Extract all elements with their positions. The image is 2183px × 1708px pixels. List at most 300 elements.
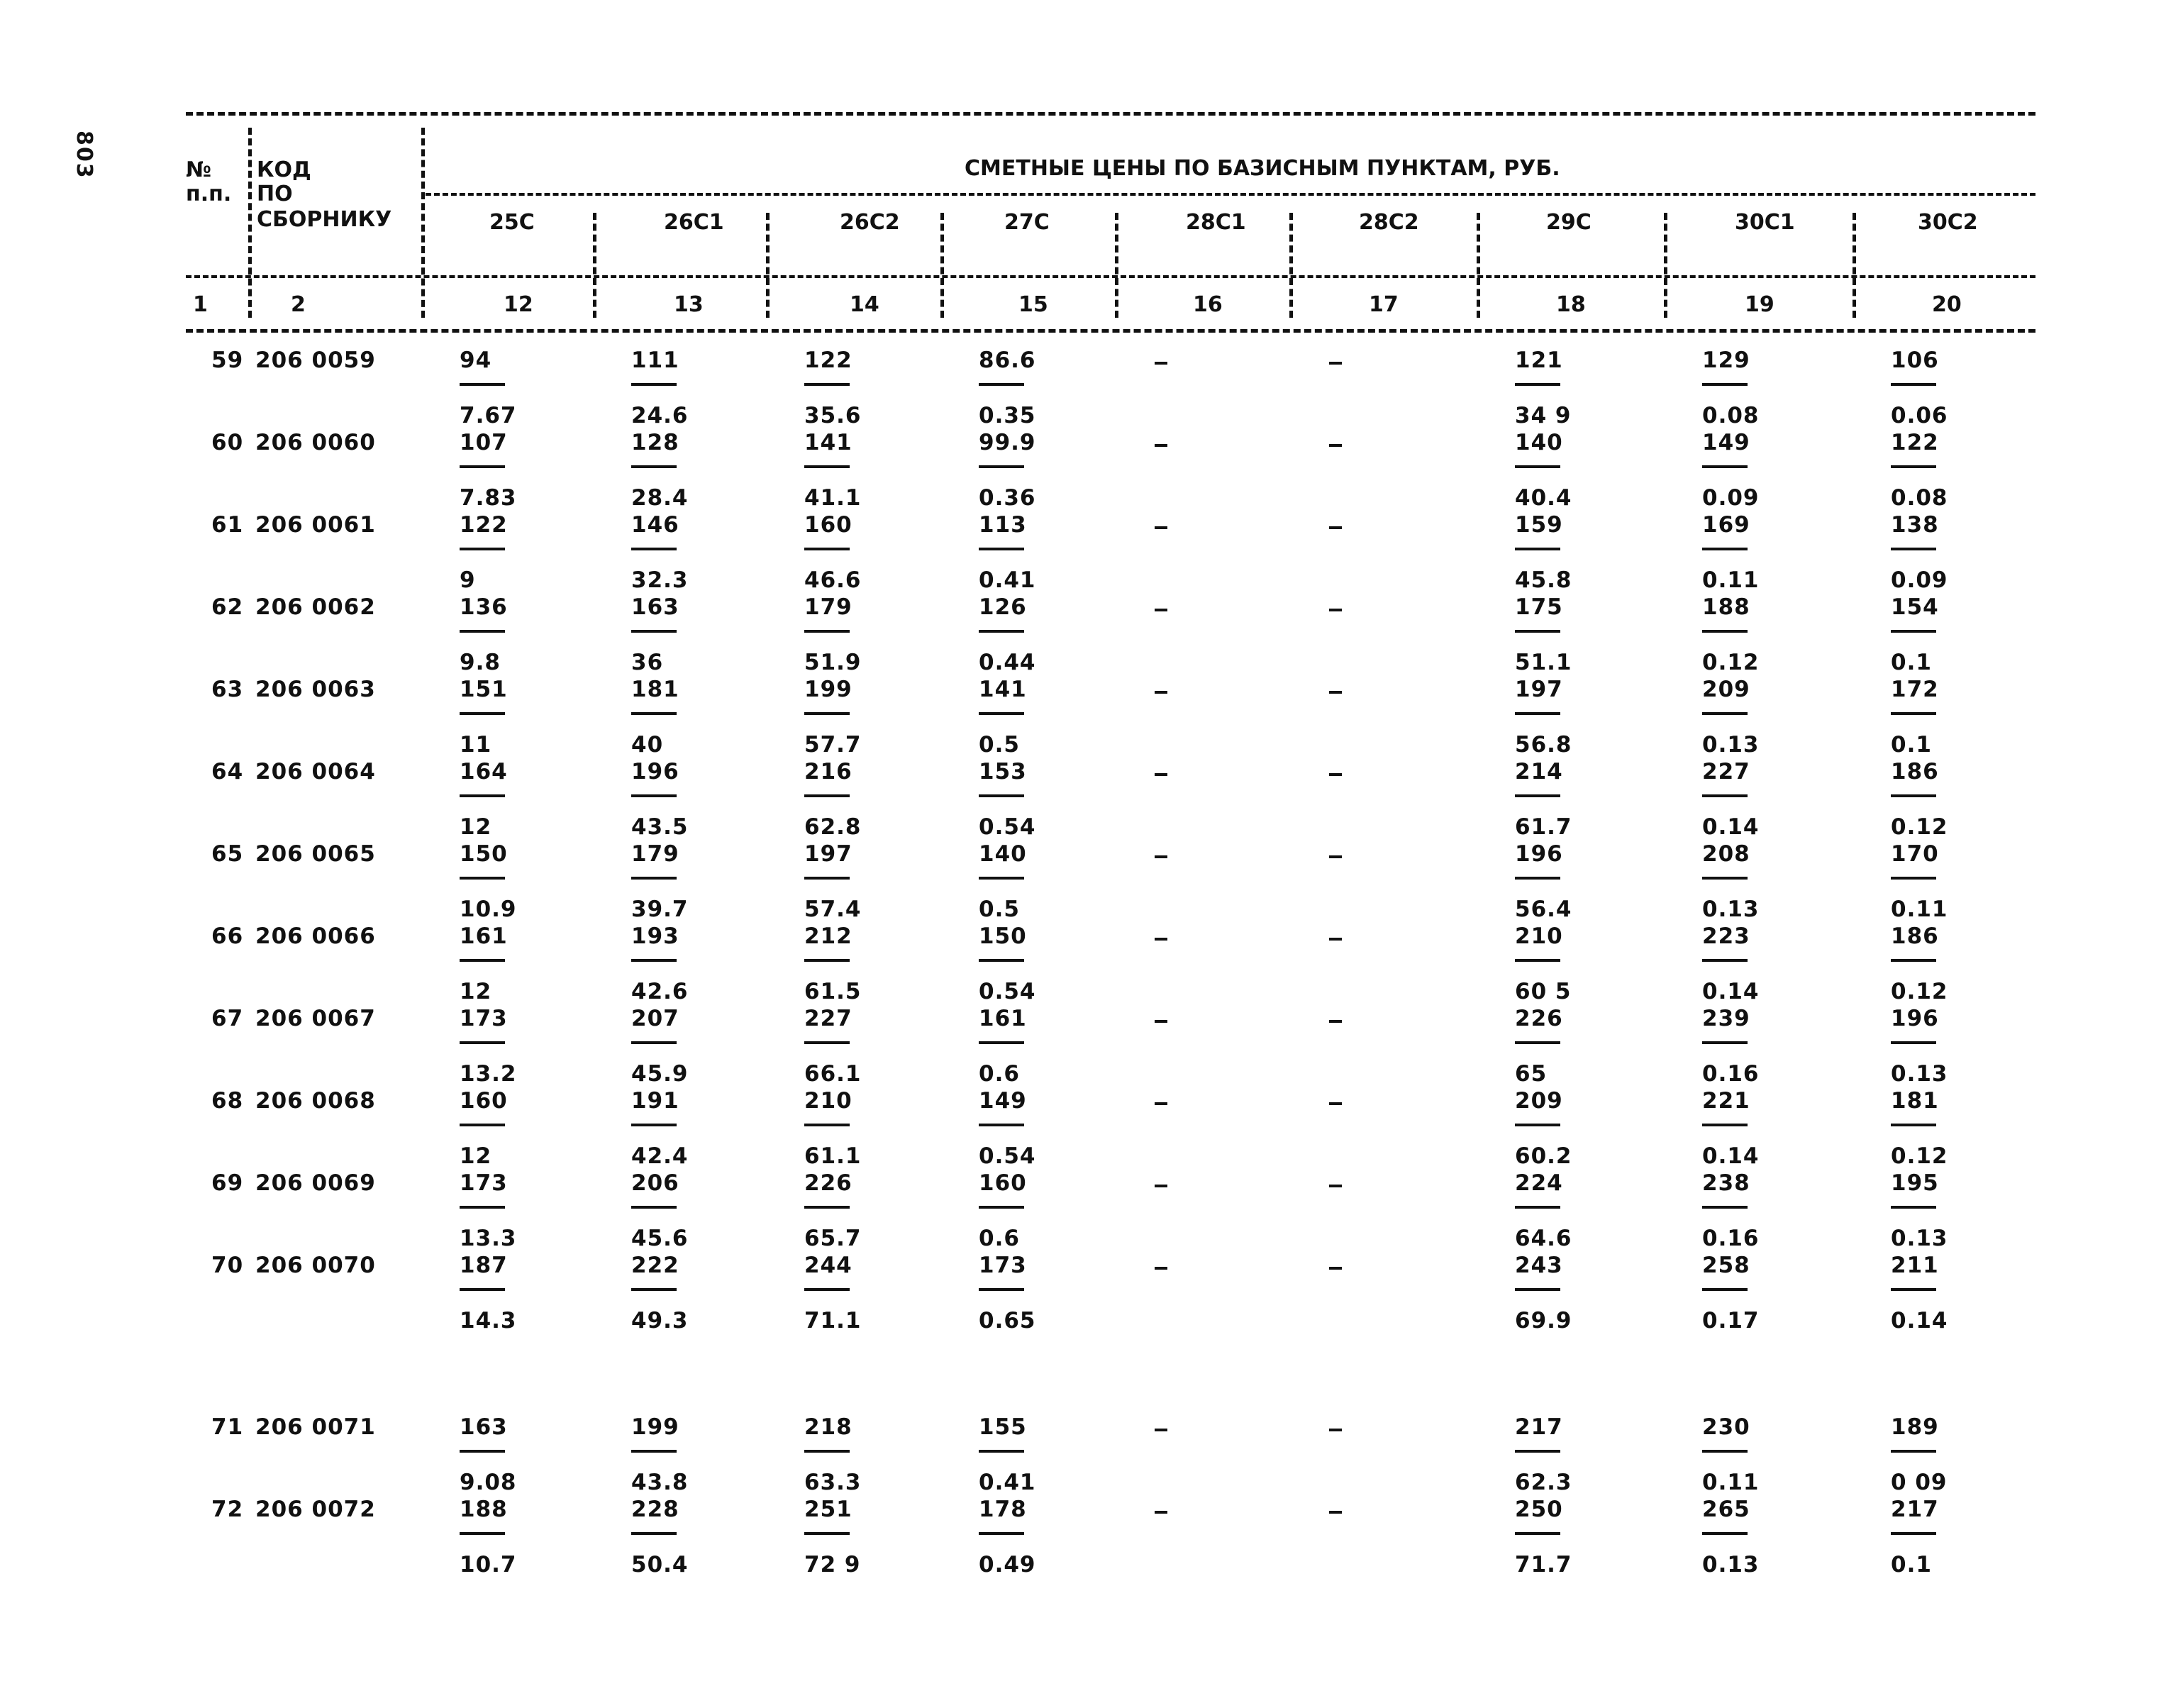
column-separator: [593, 213, 596, 318]
price-subvalue: 0.08: [1702, 403, 1760, 428]
fraction-rule: [1702, 712, 1748, 715]
price-value: 141: [979, 677, 1027, 702]
fraction-rule: [1891, 383, 1936, 386]
fraction-rule: [979, 794, 1024, 797]
price-subvalue: 56.8: [1515, 732, 1572, 758]
price-value: 238: [1702, 1170, 1750, 1196]
fraction-rule: [1515, 1124, 1560, 1126]
fraction-rule: [1891, 712, 1936, 715]
column-header: 28С2: [1359, 210, 1419, 235]
row-number: 63: [211, 677, 244, 702]
column-number: 16: [1193, 292, 1223, 317]
price-value: 173: [979, 1253, 1027, 1278]
fraction-rule: [460, 1206, 505, 1209]
fraction-rule: [1515, 712, 1560, 715]
price-subvalue: 61.1: [804, 1143, 862, 1169]
price-subvalue: 0.54: [979, 979, 1036, 1004]
fraction-rule: [631, 1450, 677, 1453]
fraction-rule: [460, 548, 505, 550]
fraction-rule: [804, 1450, 850, 1453]
group-header-rule: [426, 193, 2035, 196]
price-value: 209: [1702, 677, 1750, 702]
column-number: 13: [674, 292, 704, 317]
price-value: 265: [1702, 1497, 1750, 1522]
fraction-rule: [631, 465, 677, 468]
price-subvalue: 0.54: [979, 814, 1036, 840]
price-value: 196: [631, 759, 679, 784]
price-subvalue: 9.08: [460, 1470, 517, 1495]
empty-value-dash: [1155, 1020, 1167, 1023]
fraction-rule: [460, 1041, 505, 1044]
empty-value-dash: [1329, 362, 1342, 365]
col-code-header-line1: КОД: [257, 157, 311, 182]
fraction-rule: [979, 548, 1024, 550]
fraction-rule: [1702, 794, 1748, 797]
fraction-rule: [1702, 1124, 1748, 1126]
empty-value-dash: [1155, 1102, 1167, 1105]
fraction-rule: [631, 1124, 677, 1126]
price-value: 226: [1515, 1006, 1563, 1031]
column-separator: [940, 213, 944, 318]
price-subvalue: 0.16: [1702, 1061, 1760, 1087]
price-value: 244: [804, 1253, 852, 1278]
empty-value-dash: [1329, 1020, 1342, 1023]
price-value: 221: [1702, 1088, 1750, 1114]
column-separator: [1664, 213, 1667, 318]
price-value: 121: [1515, 348, 1563, 373]
price-subvalue: 0.14: [1891, 1308, 1948, 1333]
fraction-rule: [460, 877, 505, 880]
price-value: 173: [460, 1006, 508, 1031]
price-value: 163: [631, 594, 679, 620]
column-header: 26С2: [840, 210, 900, 235]
price-subvalue: 0.49: [979, 1552, 1036, 1577]
price-subvalue: 12: [460, 814, 492, 840]
row-number: 59: [211, 348, 244, 373]
column-header: 30С2: [1918, 210, 1978, 235]
column-separator: [766, 213, 770, 318]
price-subvalue: 0.35: [979, 403, 1036, 428]
fraction-rule: [631, 877, 677, 880]
fraction-rule: [979, 1532, 1024, 1535]
price-subvalue: 57.4: [804, 897, 862, 922]
empty-value-dash: [1155, 444, 1167, 447]
price-subvalue: 0.14: [1702, 1143, 1760, 1169]
price-subvalue: 7.83: [460, 485, 517, 511]
fraction-rule: [1891, 877, 1936, 880]
column-number: 2: [291, 292, 306, 317]
fraction-rule: [631, 1288, 677, 1291]
fraction-rule: [1702, 877, 1748, 880]
price-value: 140: [1515, 430, 1563, 455]
price-value: 223: [1702, 924, 1750, 949]
price-value: 189: [1891, 1414, 1939, 1440]
column-separator: [421, 128, 425, 318]
price-subvalue: 45.9: [631, 1061, 689, 1087]
fraction-rule: [1702, 959, 1748, 962]
price-value: 149: [979, 1088, 1027, 1114]
price-subvalue: 57.7: [804, 732, 862, 758]
page-number: 803: [72, 131, 96, 179]
fraction-rule: [460, 1532, 505, 1535]
price-subvalue: 0.13: [1702, 732, 1760, 758]
fraction-rule: [460, 465, 505, 468]
row-number: 66: [211, 924, 244, 949]
fraction-rule: [1515, 1450, 1560, 1453]
row-code: 206 0059: [255, 348, 376, 373]
price-subvalue: 0.13: [1702, 897, 1760, 922]
fraction-rule: [804, 630, 850, 633]
column-separator: [1853, 213, 1856, 318]
price-value: 199: [804, 677, 852, 702]
price-value: 209: [1515, 1088, 1563, 1114]
fraction-rule: [979, 877, 1024, 880]
price-subvalue: 0.12: [1891, 1143, 1948, 1169]
fraction-rule: [804, 877, 850, 880]
price-subvalue: 28.4: [631, 485, 689, 511]
price-value: 150: [460, 841, 508, 867]
price-value: 111: [631, 348, 679, 373]
fraction-rule: [1891, 1124, 1936, 1126]
group-header-title: СМЕТНЫЕ ЦЕНЫ ПО БАЗИСНЫМ ПУНКТАМ, РУБ.: [965, 156, 1560, 181]
price-value: 175: [1515, 594, 1563, 620]
fraction-rule: [1891, 1206, 1936, 1209]
empty-value-dash: [1155, 1267, 1167, 1270]
price-value: 172: [1891, 677, 1939, 702]
column-number: 18: [1556, 292, 1586, 317]
empty-value-dash: [1329, 444, 1342, 447]
empty-value-dash: [1329, 1267, 1342, 1270]
fraction-rule: [1702, 383, 1748, 386]
price-subvalue: 32.3: [631, 567, 689, 593]
fraction-rule: [804, 465, 850, 468]
price-subvalue: 50.4: [631, 1552, 689, 1577]
empty-value-dash: [1155, 773, 1167, 776]
fraction-rule: [1515, 630, 1560, 633]
fraction-rule: [1702, 1288, 1748, 1291]
price-value: 169: [1702, 512, 1750, 538]
row-code: 206 0070: [255, 1253, 376, 1278]
price-value: 216: [804, 759, 852, 784]
price-value: 196: [1891, 1006, 1939, 1031]
price-value: 122: [804, 348, 852, 373]
price-subvalue: 36: [631, 650, 664, 675]
fraction-rule: [979, 383, 1024, 386]
price-value: 251: [804, 1497, 852, 1522]
price-value: 160: [979, 1170, 1027, 1196]
price-subvalue: 0.1: [1891, 650, 1932, 675]
fraction-rule: [460, 383, 505, 386]
row-number: 61: [211, 512, 244, 538]
fraction-rule: [1702, 1041, 1748, 1044]
fraction-rule: [1515, 1041, 1560, 1044]
empty-value-dash: [1329, 938, 1342, 941]
fraction-rule: [979, 1288, 1024, 1291]
empty-value-dash: [1155, 691, 1167, 694]
fraction-rule: [1891, 548, 1936, 550]
price-subvalue: 60 5: [1515, 979, 1572, 1004]
price-subvalue: 0.5: [979, 732, 1020, 758]
price-value: 141: [804, 430, 852, 455]
price-value: 210: [804, 1088, 852, 1114]
price-value: 226: [804, 1170, 852, 1196]
fraction-rule: [804, 548, 850, 550]
price-subvalue: 0.13: [1891, 1061, 1948, 1087]
price-value: 178: [979, 1497, 1027, 1522]
price-subvalue: 12: [460, 1143, 492, 1169]
fraction-rule: [1702, 630, 1748, 633]
price-value: 138: [1891, 512, 1939, 538]
fraction-rule: [979, 630, 1024, 633]
empty-value-dash: [1329, 691, 1342, 694]
fraction-rule: [804, 959, 850, 962]
price-subvalue: 13.2: [460, 1061, 517, 1087]
price-subvalue: 0.11: [1702, 567, 1760, 593]
header-row-rule: [186, 275, 2035, 278]
price-value: 199: [631, 1414, 679, 1440]
fraction-rule: [631, 959, 677, 962]
price-subvalue: 14.3: [460, 1308, 517, 1333]
price-subvalue: 0.16: [1702, 1226, 1760, 1251]
empty-value-dash: [1155, 526, 1167, 529]
price-subvalue: 45.8: [1515, 567, 1572, 593]
fraction-rule: [804, 1532, 850, 1535]
price-subvalue: 62.8: [804, 814, 862, 840]
row-code: 206 0063: [255, 677, 376, 702]
price-subvalue: 0.36: [979, 485, 1036, 511]
price-subvalue: 0.12: [1891, 979, 1948, 1004]
price-value: 196: [1515, 841, 1563, 867]
price-value: 107: [460, 430, 508, 455]
price-subvalue: 51.9: [804, 650, 862, 675]
price-value: 160: [804, 512, 852, 538]
price-subvalue: 9: [460, 567, 476, 593]
fraction-rule: [460, 630, 505, 633]
price-subvalue: 0.14: [1702, 979, 1760, 1004]
fraction-rule: [1891, 794, 1936, 797]
fraction-rule: [1515, 1532, 1560, 1535]
fraction-rule: [1891, 1450, 1936, 1453]
fraction-rule: [1515, 383, 1560, 386]
price-subvalue: 11: [460, 732, 492, 758]
fraction-rule: [631, 1206, 677, 1209]
empty-value-dash: [1155, 1185, 1167, 1187]
column-number: 17: [1369, 292, 1399, 317]
price-value: 208: [1702, 841, 1750, 867]
price-subvalue: 0.6: [979, 1061, 1020, 1087]
price-subvalue: 7.67: [460, 403, 517, 428]
price-subvalue: 0.44: [979, 650, 1036, 675]
price-subvalue: 72 9: [804, 1552, 861, 1577]
price-subvalue: 13.3: [460, 1226, 517, 1251]
price-subvalue: 10.9: [460, 897, 517, 922]
price-value: 243: [1515, 1253, 1563, 1278]
price-subvalue: 71.1: [804, 1308, 862, 1333]
price-subvalue: 0.08: [1891, 485, 1948, 511]
fraction-rule: [460, 959, 505, 962]
row-code: 206 0060: [255, 430, 376, 455]
fraction-rule: [1891, 1041, 1936, 1044]
price-value: 179: [631, 841, 679, 867]
price-value: 128: [631, 430, 679, 455]
fraction-rule: [1515, 877, 1560, 880]
fraction-rule: [631, 1041, 677, 1044]
price-value: 149: [1702, 430, 1750, 455]
price-value: 191: [631, 1088, 679, 1114]
fraction-rule: [804, 1041, 850, 1044]
price-value: 161: [460, 924, 508, 949]
row-number: 65: [211, 841, 244, 867]
fraction-rule: [1515, 1288, 1560, 1291]
price-value: 197: [804, 841, 852, 867]
row-code: 206 0068: [255, 1088, 376, 1114]
price-subvalue: 60.2: [1515, 1143, 1572, 1169]
price-value: 224: [1515, 1170, 1563, 1196]
col-code-header-line3: СБОРНИКУ: [257, 207, 392, 232]
row-number: 60: [211, 430, 244, 455]
price-value: 159: [1515, 512, 1563, 538]
price-subvalue: 0.1: [1891, 1552, 1932, 1577]
price-value: 106: [1891, 348, 1939, 373]
column-header: 28С1: [1186, 210, 1246, 235]
price-subvalue: 0.11: [1702, 1470, 1760, 1495]
fraction-rule: [631, 383, 677, 386]
row-code: 206 0069: [255, 1170, 376, 1196]
price-value: 211: [1891, 1253, 1939, 1278]
row-code: 206 0062: [255, 594, 376, 620]
column-header: 26С1: [664, 210, 724, 235]
fraction-rule: [1702, 548, 1748, 550]
fraction-rule: [979, 1206, 1024, 1209]
empty-value-dash: [1329, 609, 1342, 611]
price-value: 140: [979, 841, 1027, 867]
price-subvalue: 64.6: [1515, 1226, 1572, 1251]
row-number: 64: [211, 759, 244, 784]
price-subvalue: 45.6: [631, 1226, 689, 1251]
row-code: 206 0061: [255, 512, 376, 538]
fraction-rule: [1891, 1288, 1936, 1291]
price-value: 113: [979, 512, 1027, 538]
fraction-rule: [1891, 630, 1936, 633]
fraction-rule: [979, 1041, 1024, 1044]
price-subvalue: 0.11: [1891, 897, 1948, 922]
row-number: 72: [211, 1497, 244, 1522]
price-value: 239: [1702, 1006, 1750, 1031]
fraction-rule: [979, 712, 1024, 715]
price-subvalue: 66.1: [804, 1061, 862, 1087]
price-value: 258: [1702, 1253, 1750, 1278]
price-value: 122: [1891, 430, 1939, 455]
empty-value-dash: [1155, 362, 1167, 365]
fraction-rule: [1515, 959, 1560, 962]
price-value: 197: [1515, 677, 1563, 702]
fraction-rule: [1702, 1450, 1748, 1453]
price-value: 186: [1891, 924, 1939, 949]
price-subvalue: 35.6: [804, 403, 862, 428]
price-subvalue: 0.14: [1702, 814, 1760, 840]
price-value: 122: [460, 512, 508, 538]
price-subvalue: 10.7: [460, 1552, 517, 1577]
price-subvalue: 0.17: [1702, 1308, 1760, 1333]
fraction-rule: [631, 548, 677, 550]
price-value: 214: [1515, 759, 1563, 784]
price-subvalue: 24.6: [631, 403, 689, 428]
header-bottom-rule: [186, 329, 2035, 333]
price-subvalue: 62.3: [1515, 1470, 1572, 1495]
fraction-rule: [460, 1288, 505, 1291]
col-code-header-line2: ПО: [257, 182, 293, 206]
empty-value-dash: [1155, 1511, 1167, 1514]
price-subvalue: 56.4: [1515, 897, 1572, 922]
price-subvalue: 42.6: [631, 979, 689, 1004]
price-value: 136: [460, 594, 508, 620]
row-number: 69: [211, 1170, 244, 1196]
price-value: 193: [631, 924, 679, 949]
column-number: 12: [504, 292, 533, 317]
price-value: 188: [1702, 594, 1750, 620]
price-subvalue: 39.7: [631, 897, 689, 922]
price-subvalue: 65: [1515, 1061, 1548, 1087]
col-no-header-line1: №: [186, 157, 212, 182]
price-value: 150: [979, 924, 1027, 949]
price-value: 227: [1702, 759, 1750, 784]
price-value: 230: [1702, 1414, 1750, 1440]
price-value: 94: [460, 348, 492, 373]
price-value: 129: [1702, 348, 1750, 373]
column-separator: [1289, 213, 1293, 318]
fraction-rule: [1515, 548, 1560, 550]
price-subvalue: 43.8: [631, 1470, 689, 1495]
column-separator: [1477, 213, 1480, 318]
price-subvalue: 71.7: [1515, 1552, 1572, 1577]
table-top-rule: [186, 112, 2035, 116]
price-subvalue: 43.5: [631, 814, 689, 840]
price-value: 164: [460, 759, 508, 784]
price-value: 163: [460, 1414, 508, 1440]
fraction-rule: [631, 1532, 677, 1535]
price-subvalue: 42.4: [631, 1143, 689, 1169]
fraction-rule: [631, 630, 677, 633]
price-value: 217: [1515, 1414, 1563, 1440]
column-number: 15: [1018, 292, 1048, 317]
price-subvalue: 0 09: [1891, 1470, 1948, 1495]
price-subvalue: 41.1: [804, 485, 862, 511]
fraction-rule: [804, 794, 850, 797]
empty-value-dash: [1329, 1185, 1342, 1187]
price-subvalue: 40: [631, 732, 664, 758]
fraction-rule: [804, 1288, 850, 1291]
price-value: 181: [631, 677, 679, 702]
empty-value-dash: [1329, 1511, 1342, 1514]
price-subvalue: 69.9: [1515, 1308, 1572, 1333]
price-value: 146: [631, 512, 679, 538]
price-subvalue: 40.4: [1515, 485, 1572, 511]
row-code: 206 0066: [255, 924, 376, 949]
fraction-rule: [460, 794, 505, 797]
empty-value-dash: [1155, 938, 1167, 941]
fraction-rule: [1891, 465, 1936, 468]
price-subvalue: 9.8: [460, 650, 501, 675]
price-subvalue: 0.1: [1891, 732, 1932, 758]
price-value: 206: [631, 1170, 679, 1196]
column-number: 20: [1932, 292, 1962, 317]
row-number: 71: [211, 1414, 244, 1440]
row-number: 67: [211, 1006, 244, 1031]
fraction-rule: [804, 1124, 850, 1126]
fraction-rule: [1702, 465, 1748, 468]
empty-value-dash: [1329, 1429, 1342, 1431]
price-value: 228: [631, 1497, 679, 1522]
